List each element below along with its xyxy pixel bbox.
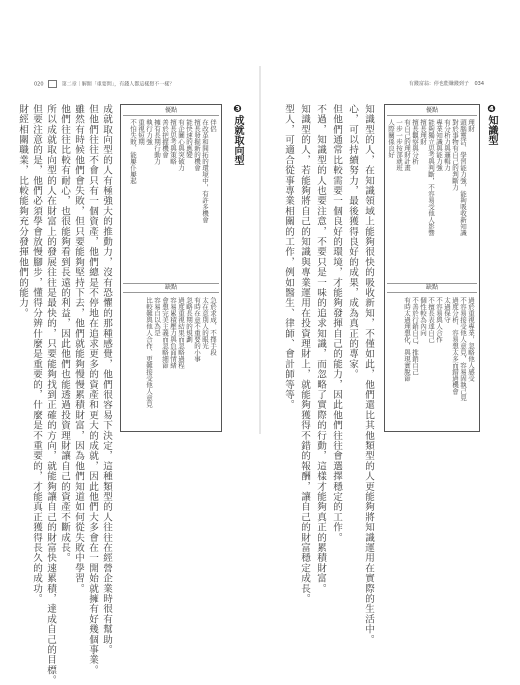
left-pro-item: 擁有長期行動力 — [153, 119, 161, 165]
book-icon — [48, 80, 57, 88]
right-pros-label: 優點 — [387, 107, 477, 116]
left-con-item: 容易累積壓力與負面情緒 — [169, 297, 177, 369]
left-pro-item: 能快速的應變 — [185, 119, 193, 158]
page-gutter — [259, 66, 261, 434]
right-con-item: 過於重視專業，忽略他人感受 — [467, 297, 475, 382]
right-header-title: 有錢富翁：停也能賺錢到子 — [408, 81, 469, 87]
left-pros-label: 優點 — [123, 107, 219, 116]
left-pro-item: 伴侶 — [209, 119, 217, 132]
right-body-column: 型人，可適合從事專業相關的工作，例如醫生、律師、會計師等等。 — [283, 104, 294, 410]
right-pro-item: 專業知識與能力強 — [435, 119, 443, 171]
left-body-column: 成就取向型的人有極強大的推動力，沒有恐懼的那種感覺，他們很容易下決定，這種類型的人往往在經營企業時很有幫助。 — [101, 104, 112, 655]
right-body-column: 但他們通常比較需要一個良好的環境，才能夠發揮自己的能力，因此他們往往會選擇穩定的工作。 — [331, 104, 342, 543]
right-con-item: 太過保守 — [443, 297, 451, 323]
left-section-heading: ❸成就取向型 — [232, 104, 243, 165]
left-body-column: 但他們往往不會只有一個資產，他們總是不停地在追求更多的資產和更大的成就，因此他們大多會在一開始就擁有好幾個事業。 — [87, 104, 98, 676]
right-pro-item: 頭腦靈活、學習能力強，能夠吸收新知識 — [459, 119, 467, 236]
left-con-item: 急於求成、不擇手段 — [209, 297, 217, 356]
left-con-item: 有時在意不重要的小事 — [193, 297, 201, 362]
left-con-item: 會想完美主義而忽略細節 — [161, 297, 169, 369]
left-pro-item: 擅長思考與策略 — [169, 119, 177, 165]
left-pros-cons-box — [120, 104, 222, 432]
left-con-item: 比較難與他人合作、更難接受他人意見 — [145, 297, 153, 408]
left-pro-item: 執行力強 — [145, 119, 153, 145]
right-con-item: 不擅長表達自己 — [427, 297, 435, 343]
right-con-item: 個性較為內向 — [419, 297, 427, 336]
right-pro-item: 擅長理財 — [419, 119, 427, 145]
left-header-title: 第二章｜解開「重要問」，有錢人都這樣想不一樣？ — [61, 81, 175, 88]
right-pro-item: 人際關係良好 — [387, 119, 395, 158]
left-running-header — [34, 80, 174, 88]
right-pros-cons-box — [384, 104, 480, 432]
left-pro-item: 擅長發掘新的機會 — [193, 119, 201, 171]
left-body-column: 但要注意的是，他們必須學會放慢腳步，懂得分辨什麼是重要的，什麼是不重要的，才能真正獲得長久的成功。 — [31, 104, 42, 604]
left-pro-item: 不怕失敗、能屢仆屢起 — [129, 119, 137, 184]
right-con-item: 不容易與人合作 — [435, 297, 443, 343]
left-cons-label: 缺點 — [123, 283, 219, 293]
right-con-item: 不善於行銷自己、推銷自己 — [411, 297, 419, 375]
right-pro-item: 有自己的理財計畫 — [403, 119, 411, 171]
left-pro-item: 有企圖心與突破力 — [177, 119, 185, 171]
left-body-column: 財經相關職業，比較能夠充分發揮他們的能力。 — [17, 104, 28, 319]
right-running-header — [409, 80, 484, 87]
right-pro-item: 有分析力與邏輯力 — [443, 119, 451, 171]
left-con-item: 忽略長期的規劃 — [185, 297, 193, 343]
left-body-column: 所以成就取向型的人在財富上的發展往往是最快的，只要能夠找到正確的方向，就能夠讓自己的財富快速累積，達成自己的目標。 — [45, 104, 56, 685]
left-body-column: 他們往往比較有耐心，也很能夠看到長遠的利益，因此他們也能透過投資理財讓自己的資產不斷成長。 — [59, 104, 70, 563]
right-page-number: 034 — [474, 81, 484, 87]
right-pro-item: 一步一步按部就班 — [395, 119, 403, 171]
left-con-item: 太在意別人的眼光 — [201, 297, 209, 349]
left-page-number: 020 — [34, 81, 44, 88]
left-con-item: 容易自以為是 — [153, 297, 161, 336]
right-body-column: 知識型的人，若能夠將自己的知識與專業運用在投資理財上，就能夠獲得不錯的報酬，讓自己的財富穩定成長。 — [299, 104, 310, 604]
right-con-item: 過度分析、容易想太多而錯過機會 — [451, 297, 459, 395]
right-pro-item: 理財 — [467, 119, 475, 132]
right-pro-item: 擅長觀察與分析 — [411, 119, 419, 165]
right-section-heading: ❹知識型 — [486, 104, 497, 145]
right-con-item: 不容易接受他人意見，容易固執己見 — [459, 297, 467, 401]
right-con-item: 有時太過理想化，與現實脫節 — [403, 297, 411, 382]
right-body-column: 心，可以持續努力，最後獲得良好的成果，成為真正的專家。 — [347, 104, 358, 380]
left-pro-item: 在改革和開拓的環境中，有許多機會 — [201, 119, 209, 223]
right-body-column: 知識型的人，在知識領域上能夠很快的吸收新知，不僅如此，他們還比其他類型的人更能夠將知識運用在實際的生活中。 — [363, 104, 374, 645]
left-body-column: 雖然有時候他們會失敗，但只要能夠堅持下去，他們就能夠慢慢累積財富，因為他們知道如何從失敗中學習。 — [73, 104, 84, 594]
left-pro-item: 重視短期 — [137, 119, 145, 145]
right-pro-item: 能夠獨立思考與判斷，不容易受他人影響 — [427, 119, 435, 236]
right-cons-label: 缺點 — [387, 283, 477, 293]
right-body-column: 不過，知識型的人也要注意，不要只是一味的追求知識，而忽略了實際的行動，這樣才能夠真正的累積財富。 — [315, 104, 326, 594]
left-pro-item: 善於把握機會 — [161, 119, 169, 158]
left-con-item: 過度重視結果而忽略過程 — [177, 297, 185, 369]
right-pro-item: 對於事物有自己的判斷力 — [451, 119, 459, 191]
